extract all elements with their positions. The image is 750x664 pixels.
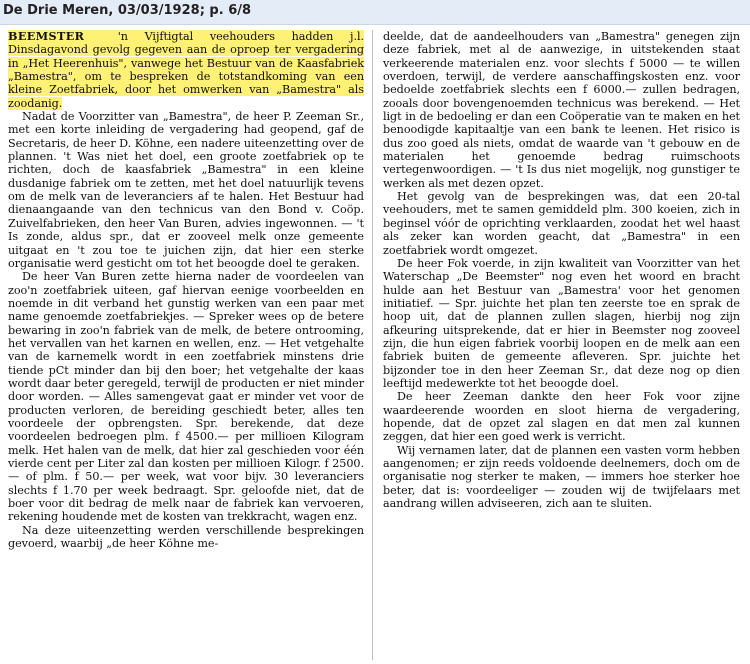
article-paragraph: deelde, dat de aandeelhouders van „Bamestra" genegen zijn deze fabriek, met al de aanwezige, in uitstekenden staat verkeerende materialen enz. voor slechts f 5000 — te willen overdoen, terwijl, de verdere aanschaffingskosten enz. voor bedoelde zoetfabriek slechts een f 6000.— zullen bedragen, zooals door bovengenoemden technicus was berekend. — Het ligt in de bedoeling er dan een Coöperatie van te maken en het benoodigde kapitaaltje van een bank te leenen. Het risico is dus zoo goed als niets, omdat de waarde van 't gebouw en de materialen het genoemde bedrag ruimschoots vertegenwoordigen. — 't Is dus niet mogelijk, nog gunstiger te werken als met dezen opzet. — [383, 30, 740, 190]
article-column-left — [8, 30, 364, 550]
column-divider — [372, 30, 373, 660]
article-paragraph: De heer Fok voerde, in zijn kwaliteit van Voorzitter van het Waterschap „De Beemster" nog even het woord en bracht hulde aan het Bestuur van „Bamestra' voor het genomen initiatief. — Spr. juichte het plan ten zeerste toe en sprak de hoop uit, dat de plannen zullen slagen, hierbij nog zijn afkeuring uitsprekende, dat er hier in Beemster nog zooveel zijn, die hun eigen fabriek voorbij loopen en de melk aan een fabriek buiten de gemeente afleveren. Spr. juichte het bijzonder toe in den heer Zeeman Sr., dat deze nog op dien leeftijd medewerkte tot het beoogde doel. — [383, 256, 740, 390]
lead-keyword: BEEMSTER — [8, 29, 85, 43]
article-paragraph: Het gevolg van de besprekingen was, dat een 20-tal veehouders, met te samen gemiddeld plm. 300 koeien, zich in beginsel vóór de oprichting verklaarden, zoodat het wel haast als zeker kan worden geacht, dat „Bamestra" in een zoetfabriek wordt omgezet. — [383, 190, 740, 257]
article-paragraph: Nadat de Voorzitter van „Bamestra", de heer P. Zeeman Sr., met een korte inleiding de vergadering had geopend, gaf de Secretaris, de heer D. Köhne, een nadere uiteenzetting over de plannen. 't Was niet het doel, een groote zoetfabriek op te richten, doch de kaasfabriek „Bamestra" in een kleine dusdanige fabriek om te zetten, met het doel natuurlijk tevens om de melk van de leveranciers af te halen. Het Bestuur had dienaangaande van den technicus van den Bond v. Coöp. Zuivelfabrieken, den heer Van Buren, advies ingewonnen. — 't Is zonde, aldus spr., dat er zooveel melk onze gemeente uitgaat en 't zou toe te juichen zijn, dat hier een sterke organisatie werd gesticht om tot het beoogde doel te geraken. — [8, 110, 364, 270]
article-paragraph: Wij vernamen later, dat de plannen een vasten vorm hebben aangenomen; er zijn reeds voldoende deelnemers, doch om de organisatie nog sterker te maken, — immers hoe sterker hoe beter, dat is: voordeeliger — zouden wij de twijfelaars met aandrang willen adviseeren, zich aan te sluiten. — [383, 443, 740, 511]
article-paragraph: De heer Zeeman dankte den heer Fok voor zijne waardeerende woorden en sloot hierna de vergadering, hopende, dat de opzet zal slagen en dat men zal kunnen zeggen, dat hier een goed werk is verricht. — [383, 390, 740, 444]
page-title: De Drie Meren, 03/03/1928; p. 6/8 — [3, 3, 252, 18]
article-column-right — [383, 30, 740, 510]
highlighted-lead-text: 'n Vijftigtal veehouders hadden j.l. Dinsdagavond gevolg gegeven aan de oproep ter vergadering in „Het Heerenhuis", vanwege het Bestuur van de Kaasfabriek „Bamestra", om te bespreken de totstandkoming van een kleine Zoetfabriek, door het omwerken van „Bamestra" als zoodanig. — [8, 30, 364, 110]
lead-paragraph — [8, 30, 364, 110]
article-paragraph: Na deze uiteenzetting werden verschillende besprekingen gevoerd, waarbij „de heer Köhne me- — [8, 523, 364, 551]
header-bar — [0, 0, 750, 25]
article-paragraph: De heer Van Buren zette hierna nader de voordeelen van zoo'n zoetfabriek uiteen, gaf hiervan eenige voorbeelden en noemde in dit verband het gunstig werken van een paar met name genoemde zoetfabriekjes. — Spreker wees op de betere bewaring in zoo'n fabriek van de melk, de betere ontrooming, het vervallen van het karnen en wellen, enz. — Het vetgehalte van de karnemelk wordt in een zoetfabriek minstens drie tiende pCt minder dan bij den boer; het vetgehalte der kaas wordt daar beter geregeld, terwijl de producten er niet minder door worden. — Alles samengevat gaat er minder vet voor de producten verloren, de bereiding geschiedt beter, alles ten voordeele der opbrengsten. Spr. berekende, dat deze voordeelen bedroegen plm. f 4500.— per millioen Kilogram melk. Het halen van de melk, dat hier zal geschieden voor één vierde cent per Liter zal dan kosten per millioen Kilogr. f 2500.— of plm. f 50.— per week, wat voor bijv. 30 leveranciers slechts f 1.70 per week bedraagt. Spr. geloofde niet, dat de boer voor dit bedrag de melk naar de fabriek kan vervoeren, rekening houdende met de kosten van trekkracht, wagen enz. — [8, 270, 364, 524]
